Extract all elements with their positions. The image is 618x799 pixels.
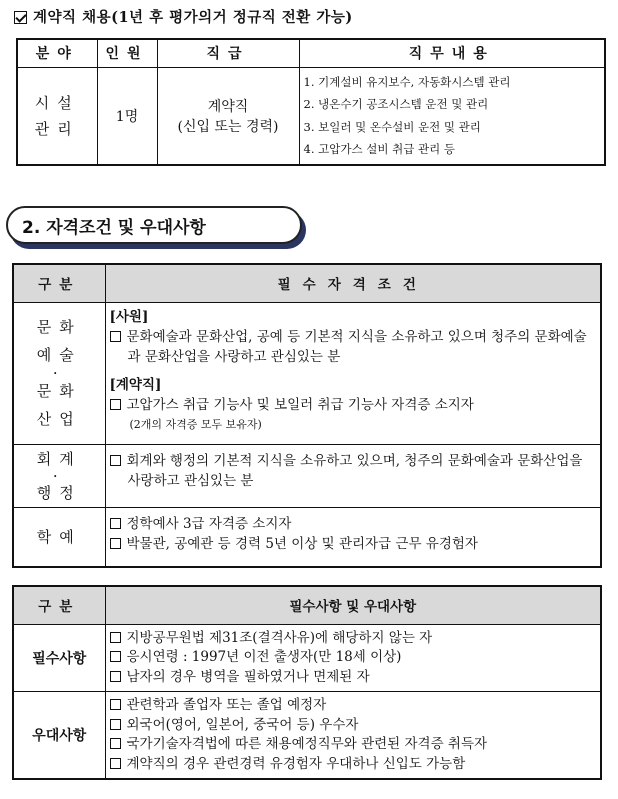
header-category: 구분	[13, 264, 105, 302]
list-item: 고압가스 취급 기능사 및 보일러 취급 기능사 자격증 소지자	[110, 395, 597, 415]
section-title-badge: 2. 자격조건 및 우대사항	[6, 206, 302, 244]
header-duties: 직무내용	[299, 39, 605, 67]
table-row	[13, 444, 601, 507]
position-table	[16, 38, 606, 166]
list-item: 박물관, 공예관 등 경력 5년 이상 및 관리자급 근무 유경험자	[110, 534, 597, 554]
list-item: 응시연령 : 1997년 이전 출생자(만 18세 이상)	[110, 648, 597, 668]
list-item: 3. 보일러 및 온수설비 운전 및 관리	[303, 119, 481, 134]
qualification-cell-accounting	[105, 444, 601, 507]
header-field: 분야	[17, 39, 97, 67]
table-row	[13, 624, 601, 692]
table-row	[13, 302, 601, 444]
checkbox-icon	[110, 671, 121, 682]
list-item: 회계와 행정의 기본적 지식을 소유하고 있으며, 청주의 문화예술과 문화산업을 사랑하고 관심있는 분	[110, 451, 597, 491]
header-count: 인원	[97, 39, 157, 67]
table-row	[13, 507, 601, 567]
list-item: 계약직의 경우 관련경력 유경험자 우대하나 신입도 가능함	[110, 755, 597, 775]
header-required-qualifications: 필수자격조건	[105, 264, 601, 302]
note-text: (2개의 자격증 모두 보유자)	[129, 417, 262, 431]
checkbox-icon	[110, 399, 121, 410]
category-cell-culture: 문화 예술 · 문화 산업	[13, 302, 105, 444]
duties-cell	[299, 67, 605, 165]
checkbox-icon	[110, 538, 121, 549]
category-cell-preferred: 우대사항	[13, 692, 105, 780]
list-item: 남자의 경우 병역을 필하였거나 면제된 자	[110, 668, 597, 688]
section-heading-contract	[14, 6, 353, 27]
header-grade: 직급	[157, 39, 299, 67]
category-cell-curator: 학예	[13, 507, 105, 567]
category-cell-required: 필수사항	[13, 624, 105, 692]
list-item: 국가기술자격법에 따른 채용예정직무와 관련된 자격증 취득자	[110, 735, 597, 755]
checkbox-icon	[110, 455, 121, 466]
preferences-cell	[105, 692, 601, 780]
table-row	[13, 692, 601, 780]
category-cell-accounting: 회계 · 행정	[13, 444, 105, 507]
grade-cell: 계약직 (신입 또는 경력)	[157, 67, 299, 165]
list-item: 지방공무원법 제31조(결격사유)에 해당하지 않는 자	[110, 629, 597, 649]
qualifications-table	[12, 263, 602, 568]
checkbox-icon	[110, 632, 121, 643]
checkbox-icon	[110, 518, 121, 529]
list-item: 문화예술과 문화산업, 공예 등 기본적 지식을 소유하고 있으며 청주의 문화예술과 문화산업을 사랑하고 관심있는 분	[110, 327, 597, 367]
group-label: [사원]	[109, 308, 149, 325]
checkbox-icon	[110, 331, 121, 342]
group-label: [계약직]	[109, 376, 162, 393]
qualification-cell-culture	[105, 302, 601, 444]
requirements-preferences-table	[12, 585, 602, 780]
list-item: 4. 고압가스 설비 취급 관리 등	[303, 142, 455, 157]
checkbox-icon	[110, 651, 121, 662]
list-item: 정학예사 3급 자격증 소지자	[110, 514, 597, 534]
checkbox-icon	[110, 738, 121, 749]
list-item: 2. 냉온수기 공조시스템 운전 및 관리	[303, 97, 489, 112]
list-item: 관련학과 졸업자 또는 졸업 예정자	[110, 696, 597, 716]
table-row	[17, 67, 605, 165]
section-heading-text: 계약직 채용(1년 후 평가의거 정규직 전환 가능)	[33, 9, 353, 26]
checkbox-icon	[110, 719, 121, 730]
list-item: 외국어(영어, 일본어, 중국어 등) 우수자	[110, 716, 597, 736]
header-category: 구분	[13, 586, 105, 624]
header-requirements-preferences: 필수사항 및 우대사항	[105, 586, 601, 624]
list-item: 1. 기계설비 유지보수, 자동화시스템 관리	[303, 74, 511, 89]
checkbox-icon	[14, 11, 27, 24]
requirements-cell	[105, 624, 601, 692]
checkbox-icon	[110, 699, 121, 710]
field-cell: 시설 관리	[17, 67, 97, 165]
checkbox-icon	[110, 758, 121, 769]
qualification-cell-curator	[105, 507, 601, 567]
count-cell: 1명	[97, 67, 157, 165]
